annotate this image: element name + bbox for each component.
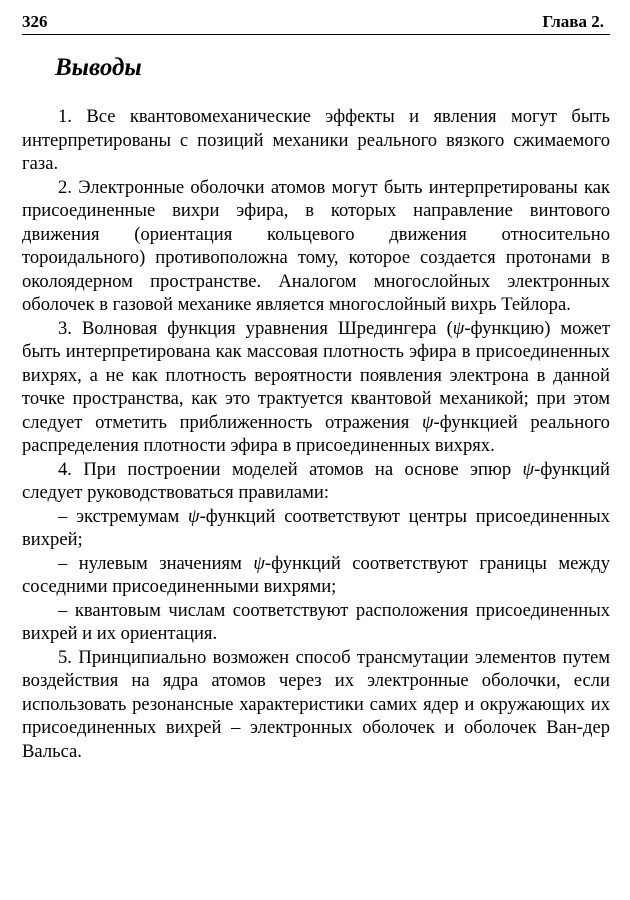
body-text <box>22 105 610 763</box>
text-fragment: -функций соответствуют центры присоединенных вихрей; <box>22 505 610 550</box>
text-fragment: 4. При построении моделей атомов на основе эпюр <box>58 458 523 480</box>
paragraph-conclusion-5: 5. Принципиально возможен способ трансмутации элементов путем воздействия на ядра атомов через их электронные оболочки, если использовать резонансные характеристики самих ядер и окружающих их присоединенных вихрей – электронных оболочек и оболочек Ван-дер Вальса. <box>22 646 610 762</box>
text-fragment: -функцией реального распределения плотности эфира в присоединенных вихрях. <box>22 411 610 456</box>
paragraph-conclusion-3 <box>22 317 610 458</box>
running-header <box>22 10 610 35</box>
section-title: Выводы <box>55 54 142 81</box>
rule-item-quantum-numbers: – квантовым числам соответствуют расположения присоединенных вихрей и их ориентация. <box>22 599 610 644</box>
text-fragment: -функций следует руководствоваться правилами: <box>22 458 610 503</box>
page-number: 326 <box>22 12 48 31</box>
text-fragment: 3. Волновая функция уравнения Шредингера ( <box>58 317 453 339</box>
psi-symbol: ψ <box>188 505 200 527</box>
text-fragment: -функцию) может быть интерпретирована как массовая плотность эфира в присоединенных вихрях, а не как плотность вероятности появления электрона в данной точке пространства, как это трактуется квантовой механикой; при этом следует отметить приближенность отражения <box>22 317 610 433</box>
chapter-label: Глава 2. <box>542 12 604 31</box>
text-fragment: -функций соответствуют границы между соседними присоединенными вихрями; <box>22 552 610 597</box>
psi-symbol: ψ <box>452 317 465 339</box>
paragraph-conclusion-4 <box>22 458 610 505</box>
text-fragment: – экстремумам <box>58 505 189 527</box>
psi-symbol: ψ <box>522 458 535 480</box>
rule-item-extrema <box>22 505 610 552</box>
rule-item-zeros <box>22 552 610 599</box>
text-fragment: – нулевым значениям <box>58 552 254 574</box>
paragraph-conclusion-1: 1. Все квантовомеханические эффекты и явления могут быть интерпретированы с позиций механики реального вязкого сжимаемого газа. <box>22 106 610 174</box>
psi-symbol: ψ <box>421 411 434 433</box>
psi-symbol: ψ <box>253 552 265 574</box>
paragraph-conclusion-2: 2. Электронные оболочки атомов могут быть интерпретированы как присоединенные вихри эфира, в которых направление винтового движения (ориентация кольцевого движения относительно тороидального) противоположна тому, которое создается протонами в околоядерном пространстве. Аналогом многослойных электронных оболочек в газовой механике является многослойный вихрь Тейлора. <box>22 176 610 315</box>
